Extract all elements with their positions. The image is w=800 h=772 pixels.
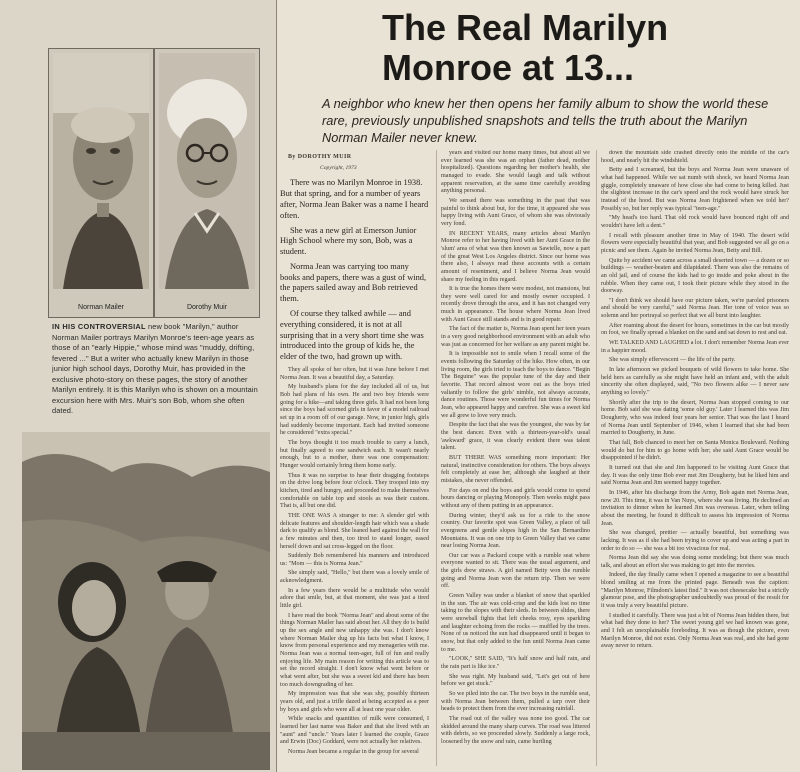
photo-dorothy-muir [154,48,260,318]
body-paragraph: My impression was that she was shy, possibly thirteen years old, and just a trifle dazed at being accepted as a peer by boys and girls who were all at least one year older. [280,691,429,713]
body-paragraph: The fact of the matter is, Norma Jean spent her teen years in a very good neighborhood environment with an adult who was just as concerned for her welfare as any parent might be. [441,326,590,348]
body-paragraph: While snacks and quantities of milk were consumed, I learned her last name was Baker and that she lived with an "aunt" and "uncle." Years later I learned the couple, Grace and Erwin (Doc) Goddard, were not actually her relatives. [280,716,429,746]
body-paragraph: After roaming about the desert for hours, sometimes in the car but mostly on foot, we finally spread a blanket on the sand and sat down to rest and eat. [601,322,789,337]
body-paragraph: Norma Jean became a regular in the group for several [288,748,419,755]
body-paragraph: The boys thought it too much trouble to carry a lunch, but finally agreed to one sandwich each. It wasn't nearly enough, but to a mother, there was one compensation: Hunger would certainly bring them home early. [280,439,429,469]
article-deck-subheadline: A neighbor who knew her then opens her family album to show the world these rare, previously unpublished snapshots and tells the truth about the Marilyn Norman Mailer never knew. [322,96,769,145]
body-paragraph: We sensed there was something in the past that was painful to think about but, for the time, it appeared she was happy living with Aunt Grace, of whom she was obviously very fond. [441,197,590,227]
body-paragraph: WE TALKED AND LAUGHED a lot. I don't remember Norma Jean ever in a happier mood. [601,340,789,354]
body-paragraph: Our car was a Packard coupe with a rumble seat where everyone wanted to sit. There was the usual argument, and the girls drew straws. A girl named Betty won the rumble going and Norma Jean won the return trip. Then we were off. [441,552,590,590]
body-paragraph: Betty and I screamed, but the boys and Norma Jean were unaware of what had happened. While we sat numb with shock, we heard Norma Jean giggle, completely unaware of how close she had come to being killed. Just the slightest increase in the car's speed and the rock would have struck her instead of the hood. But was Norma Jean frightened when we told her? Possibly so, but her reply was typical "teen-age." [601,167,789,212]
lead-paragraph: There was no Marilyn Monroe in 1938. But that spring, and for a number of years after, Norma Jean Baker was a name I heard often. [280,178,429,220]
body-paragraph: In a few years there would be a multitude who would adore that smile, but, at that moment, she was just a tired little girl. [280,587,429,610]
body-paragraph: The road out of the valley was none too good. The car skidded around the many sharp curves. The road was littered with debris, so we proceeded slowly. Suddenly a large rock, loosened by the snow and rain, came hurtling [441,715,590,745]
body-paragraph: In 1946, after his discharge from the Army, Bob again met Norma Jean, now 20. This time, it was in Van Nuys, where she was living. He declined an invitation to dinner when he learned Jim was overseas. Later, when telling about the meeting, he found it difficult to assess his impression of Norma Jean. [601,489,789,527]
body-paragraph: It turned out that she and Jim happened to be visiting Aunt Grace that day. It was the only time Bob ever met Jim Dougherty, but he liked him and said Norma Jean and Jim seemed happy together. [601,464,789,487]
portrait-norman-mailer-image [53,53,149,289]
body-paragraph: For days on end the boys and girls would come to spend hours dancing or playing Monopoly. Then weeks might pass without any of them putting in an appearance. [441,487,590,509]
body-paragraph: It is impossible not to smile when I recall some of the events following the Saturday of the hike. How often, in our living room, the girls tried to teach the boys to dance. "Begin The Beguine" was the popular tune of the day and their favorite. That record almost wore out as the boys tried valiantly to follow the girls' nimble, not always accurate, dance routines. Those were wonderful fun times for Norma Jean, who appeared happy and carefree. She was a sweet kid we all grew to love very much. [441,351,590,419]
byline: By DOROTHY MUIR [288,154,352,160]
article-column-2 [441,150,590,768]
article-headline: The Real Marilyn Monroe at 13... [382,7,669,88]
body-paragraph: Despite the fact that she was the youngest, she was by far the best dancer. Even with a thirteen-year-old's usual 'awkward' grace, it was clearly evident there was talent talent. [441,422,590,452]
body-paragraph: She simply said, "Hello," but there was a lovely smile of acknowledgment. [280,570,429,585]
body-paragraph: "I don't think we should have our picture taken, we're paroled prisoners and should be very careful," said Norma Jean. Her tone of voice was so solemn and her portrayal so perfect that we all burst into laughter. [601,297,789,320]
lead-paragraph: Of course they talked awhile — and everything considered, it is not at all surprising that in a very short time she was introduced into the group of kids he, the elder of the two, had grown up with. [280,309,424,362]
article-column-1 [280,150,429,768]
body-paragraph: Quite by accident we came across a small deserted town — a dozen or so buildings — weather-beaten and dilapidated. There was also the remains of an old jail, and of course the kids had to go inside and poke about in the rubble. When they came out, I took their picture while they stood in the doorway. [601,257,789,295]
body-paragraph: Suddenly Bob remembered his manners and introduced us: "Mom — this is Norma Jean." [280,553,429,567]
body-paragraph: down the mountain side crashed directly onto the middle of the car's hood, and nearly hit the windshield. [601,150,789,164]
body-paragraph: She was simply effervescent — the life of the party. [609,357,736,364]
body-paragraph: IN RECENT YEARS, many articles about Marilyn Monroe refer to her having lived with her Aunt Grace in the 'slum' area of what was then known as Sawtelle, now a part of the great West Los Angeles district. Since our home was there also, I always read these accounts with a certain amount of resentment, and I believe Norma Jean would share my feeling in this regard. [441,230,590,283]
body-paragraph: She was right. My husband said, "Let's get out of here before we get stuck." [441,673,590,688]
caption-norman-mailer: Norman Mailer [78,304,124,311]
article-column-3 [601,150,789,768]
column-rule [596,150,597,766]
body-paragraph: My husband's plans for the day included all of us, but Bob had plans of his own. He and two boy friends were going for a hike—and taking three girls. It had not been long since the boys had scorned girls in favor of a model railroad set up in a room off of our garage. Now, in junior high, girls had suddenly become important. Each had invited someone he considered "extra special." [280,384,429,437]
body-paragraph: Shortly after the trip to the desert, Norma Jean stopped coming to our home. Bob said she was dating 'some old guy.' Later I learned this was Jim Dougherty, who was indeed four years her senior. That was the last I heard of Norma Jean until September of 1946, when I learned that she had been married to Dougherty, in June. [601,399,789,437]
body-paragraph: Norma Jean did say she was doing some modeling; but there was much talk, and about an effort she was making to get into the movies. [601,555,789,569]
snapshot-marilyn-and-bob-image [22,432,270,770]
body-paragraph: I studied it carefully. There was just a bit of Norma Jean hidden there, but what had they done to her? The sweet young girl we had known was gone, and I felt an unexplainable foreboding. It was as though the picture, even Marilyn Monroe, did not exist. Only Norma Jean was real, and she had gone away never to return. [601,612,789,650]
body-paragraph: In late afternoon we picked bouquets of wild flowers to take home. She held hers as carefully as she might have held an infant and, with the adult sincerity she often displayed, said, "No two flowers alike — I never saw anything so lovely." [601,367,789,397]
body-paragraph: BUT THERE WAS something more important: Her natural, instinctive consideration for others. The boys always felt completely at ease her, although she laughed at their mistakes, she never offended. [441,454,590,484]
body-paragraph: "LOOK," SHE SAID, "It's half snow and half rain, and the rain part is like ice." [441,656,590,670]
body-paragraph: Green Valley was under a blanket of snow that sparkled in the sun. The air was cold-crisp and the kids lost no time taking to the slopes with their sleds. In between slides, there were snowball fights that left cheeks rosy, eyes sparkling and laughter echoing from the rocks — muffled by the trees. None of us noticed the sun had disappeared until it began to snow, but that only added to the fun until Norma Jean came to me. [441,593,590,653]
body-paragraph: They all spoke of her often, but it was June before I met Norma Jean. It was a beautiful day, a Saturday. [280,367,429,381]
body-paragraph: years and visited our home many times, but about all we ever learned was she was an orphan (father dead, mother hospitalized). Questions regarding her mother's health, she managed to evade. She would laugh and talk without apparent reservation, at the same time carefully avoiding anything personal. [441,150,590,195]
intro-text: new book "Marilyn," author Norman Mailer portrays Marilyn Monroe's teen-age years as those of an "early Hippie," whose mind was "muddy, drifting, fevered ..." But a writer who actually knew Marilyn in those junior high school days, Dorothy Muir, has provided in the exclusive photo-story on these pages, the story of another Marilyn entirely. It is this Marilyn who is shown on a mountain excursion here with Mrs. Muir's son Bob, whom she often dated. [52,322,258,416]
body-paragraph: It is true the homes there were modest, not mansions, but they were well cared for and mostly owner occupied. I recently drove through the area, and it has not changed very much in appearance. The house where Norma Jean lived with Aunt Grace still stands and is in good repair. [441,286,590,323]
body-paragraph: So we piled into the car. The two boys in the rumble seat, with Norma Jean between them, pulled a tarp over their heads to protect them from the ever increasing rainfall. [441,690,590,713]
body-paragraph: I recall with pleasure another time in May of 1940. The desert wild flowers were especially beautiful that year, and Bob suggested we all go on a picnic and see them. Again he invited Norma Jean, Betty and Bill. [601,232,789,254]
body-paragraph: That fall, Bob chanced to meet her on Santa Monica Boulevard. Nothing would do but for him to go home with her; she said Aunt Grace would be disappointed if he didn't. [601,439,789,462]
left-sidebar-panel [0,0,277,772]
body-paragraph: THE ONE WAS A stranger to me: A slender girl with delicate features and shoulder-length hair which was a shade dark to qualify as blond. She leaned hard against the wall for a few minutes and then, too tired to stand longer, eased herself down and sat cross-legged on the floor. [280,512,429,550]
body-paragraph: During winter, they'd ask us for a ride to the snow country. Our favorite spot was Green Valley, a place of tall evergreens and gentle slopes high in the San Bernardino Mountains. It was on one trip to Green Valley that we came near losing Norma Jean. [441,512,590,550]
photo-norman-mailer [48,48,154,318]
body-paragraph: Indeed, the day finally came when I opened a magazine to see a beautiful blond smiling at me from the printed page. Beneath was the caption: "Marilyn Monroe, Filmdom's latest find." It was not cheesecake but a strictly glamour pose, and the photographer undoubtedly was proud of the result for it was truly a very beautiful picture. [601,572,789,610]
copyright-line: Copyright, 1973 [320,164,357,171]
lead-paragraph: Norma Jean was carrying too many books and papers, there was a gust of wind, the papers sailed away and Bob retrieved them. [280,261,427,304]
intro-caption-box [52,322,264,422]
column-rule [436,150,437,766]
lead-paragraph: She was a new girl at Emerson Junior High School where my son, Bob, was a student. [280,225,417,257]
caption-dorothy-muir: Dorothy Muir [186,304,228,311]
body-paragraph: I have read the book "Norma Jean" and about some of the things Norman Mailer has said about her. All they do is build up the sex angle and new unhappy she was. I don't know where Norman Mailer dug up his facts but what I know, I know from personal experience and my menageries with me. Norma Jean was a normal teen-ager, full of fun and really enjoying life. My main reason for writing this article was to set the record straight. I don't know what went before or what went after, but she was a sweet kid and there has been too much downgrading of her. [280,612,429,688]
portrait-dorothy-muir-image [159,53,255,289]
body-paragraph: She was changed, prettier — actually beautiful, but something was lacking. It was as if she had been trying to cover up and was acting a part in order to do so — she was a bit too vivacious for real. [601,530,789,552]
body-paragraph: "My head's too hard. That old rock would have bounced right off and wouldn't have left a dent." [601,215,789,229]
intro-lead: IN HIS CONTROVERSIAL [52,322,146,331]
body-paragraph: Thus it was no surprise to hear their dragging footsteps on the drive long before four o'clock. They trooped into my kitchen, tired and hungry, and proceeded to make themselves comfortable on table top and stools as was their custom. That is, all but one did. [280,472,429,510]
